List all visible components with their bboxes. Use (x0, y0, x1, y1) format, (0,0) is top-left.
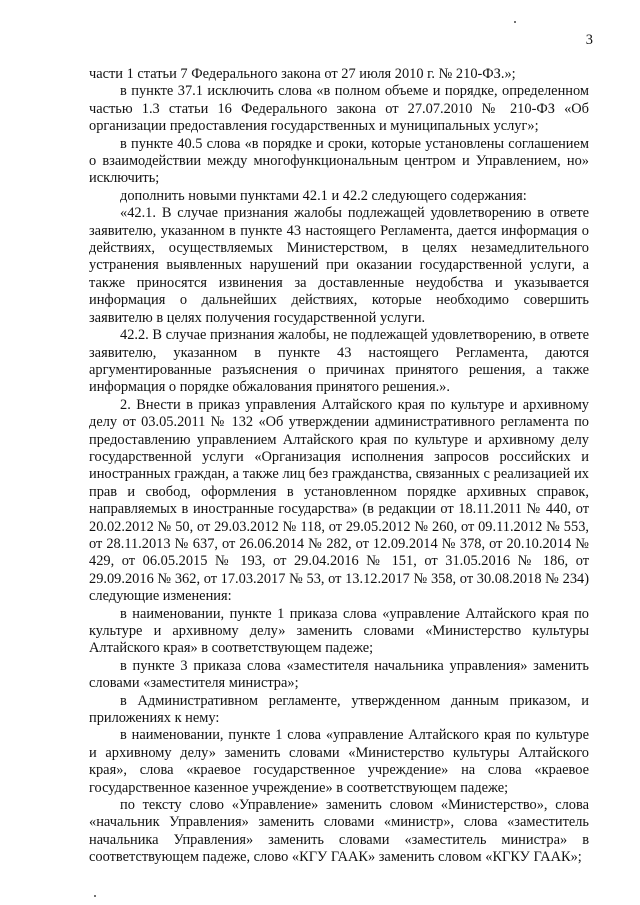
paragraph: 42.2. В случае признания жалобы, не подлежащей удовлетворению, в ответе заявителю, указанном в пункте 43 настоящего Регламента, даются аргументированные разъяснения о причинах принятого решения, а также информация о порядке обжалования принятого решения.». (89, 327, 589, 396)
scan-speck (94, 895, 96, 897)
paragraph: в пункте 3 приказа слова «заместителя начальника управления» заменить словами «заместителя министра»; (89, 657, 589, 692)
scan-speck (514, 21, 516, 23)
paragraph: в наименовании, пункте 1 слова «управление Алтайского края по культуре и архивному делу» заменить словами «Министерство культуры Алтайского края», слова «краевое государственное учреждение» на слова «краевое государственное казенное учреждение» в соответствующем падеже; (89, 727, 589, 796)
paragraph: в пункте 37.1 исключить слова «в полном объеме и порядке, определенном частью 1.3 статьи 16 Федерального закона от 27.07.2010 № 210-ФЗ «Об организации предоставления государственных и муниципальных услуг»; (89, 83, 589, 135)
paragraph: «42.1. В случае признания жалобы подлежащей удовлетворению в ответе заявителю, указанном в пункте 43 настоящего Регламента, дается информация о действиях, осуществляемых Министерством, в целях незамедлительного устранения выявленных нарушений при оказании государственной услуги, а также приносятся извинения за доставленные неудобства и указывается информация о дальнейших действиях, которые необходимо совершить заявителю в целях получения государственной услуги. (89, 205, 589, 326)
paragraph: 2. Внести в приказ управления Алтайского края по культуре и архивному делу от 03.05.2011 № 132 «Об утверждении административного регламента по предоставлению управлением Алтайского края по культуре и архивному делу государственной услуги «Организация исполнения запросов российских и иностранных граждан, а также лиц без гражданства, связанных с реализацией их прав и свобод, оформления в установленном порядке архивных справок, направляемых в иностранные государства» (в редакции от 18.11.2011 № 440, от 20.02.2012 № 50, от 29.03.2012 № 118, от 29.05.2012 № 260, от 09.11.2012 № 553, от 28.11.2013 № 637, от 26.06.2014 № 282, от 12.09.2014 № 378, от 20.10.2014 № 429, от 06.05.2015 № 193, от 29.04.2016 № 151, от 31.05.2016 № 186, от 29.09.2016 № 362, от 17.03.2017 № 53, от 13.12.2017 № 358, от 30.08.2018 № 234) следующие изменения: (89, 396, 589, 605)
paragraph: дополнить новыми пунктами 42.1 и 42.2 следующего содержания: (120, 187, 527, 204)
paragraph: в наименовании, пункте 1 приказа слова «управление Алтайского края по культуре и архивному делу» заменить словами «Министерство культуры Алтайского края» в соответствующем падеже; (89, 605, 589, 657)
paragraph: в Административном регламенте, утвержденном данным приказом, и приложениях к нему: (89, 692, 589, 727)
paragraph: по тексту слово «Управление» заменить словом «Министерство», слова «начальник Управления» заменить словами «министр», слова «заместитель начальника Управления» заменить словами «заместитель министра» в соответствующем падеже, слово «КГУ ГААК» заменить словом «КГКУ ГААК»; (89, 797, 589, 866)
paragraph: части 1 статьи 7 Федерального закона от 27 июля 2010 г. № 210-ФЗ.»; (89, 66, 516, 82)
paragraph: в пункте 40.5 слова «в порядке и сроки, которые установлены соглашением о взаимодействии между многофункциональным центром и Управлением, но» исключить; (89, 135, 589, 187)
document-body (89, 66, 589, 867)
page-number: 3 (585, 32, 593, 48)
